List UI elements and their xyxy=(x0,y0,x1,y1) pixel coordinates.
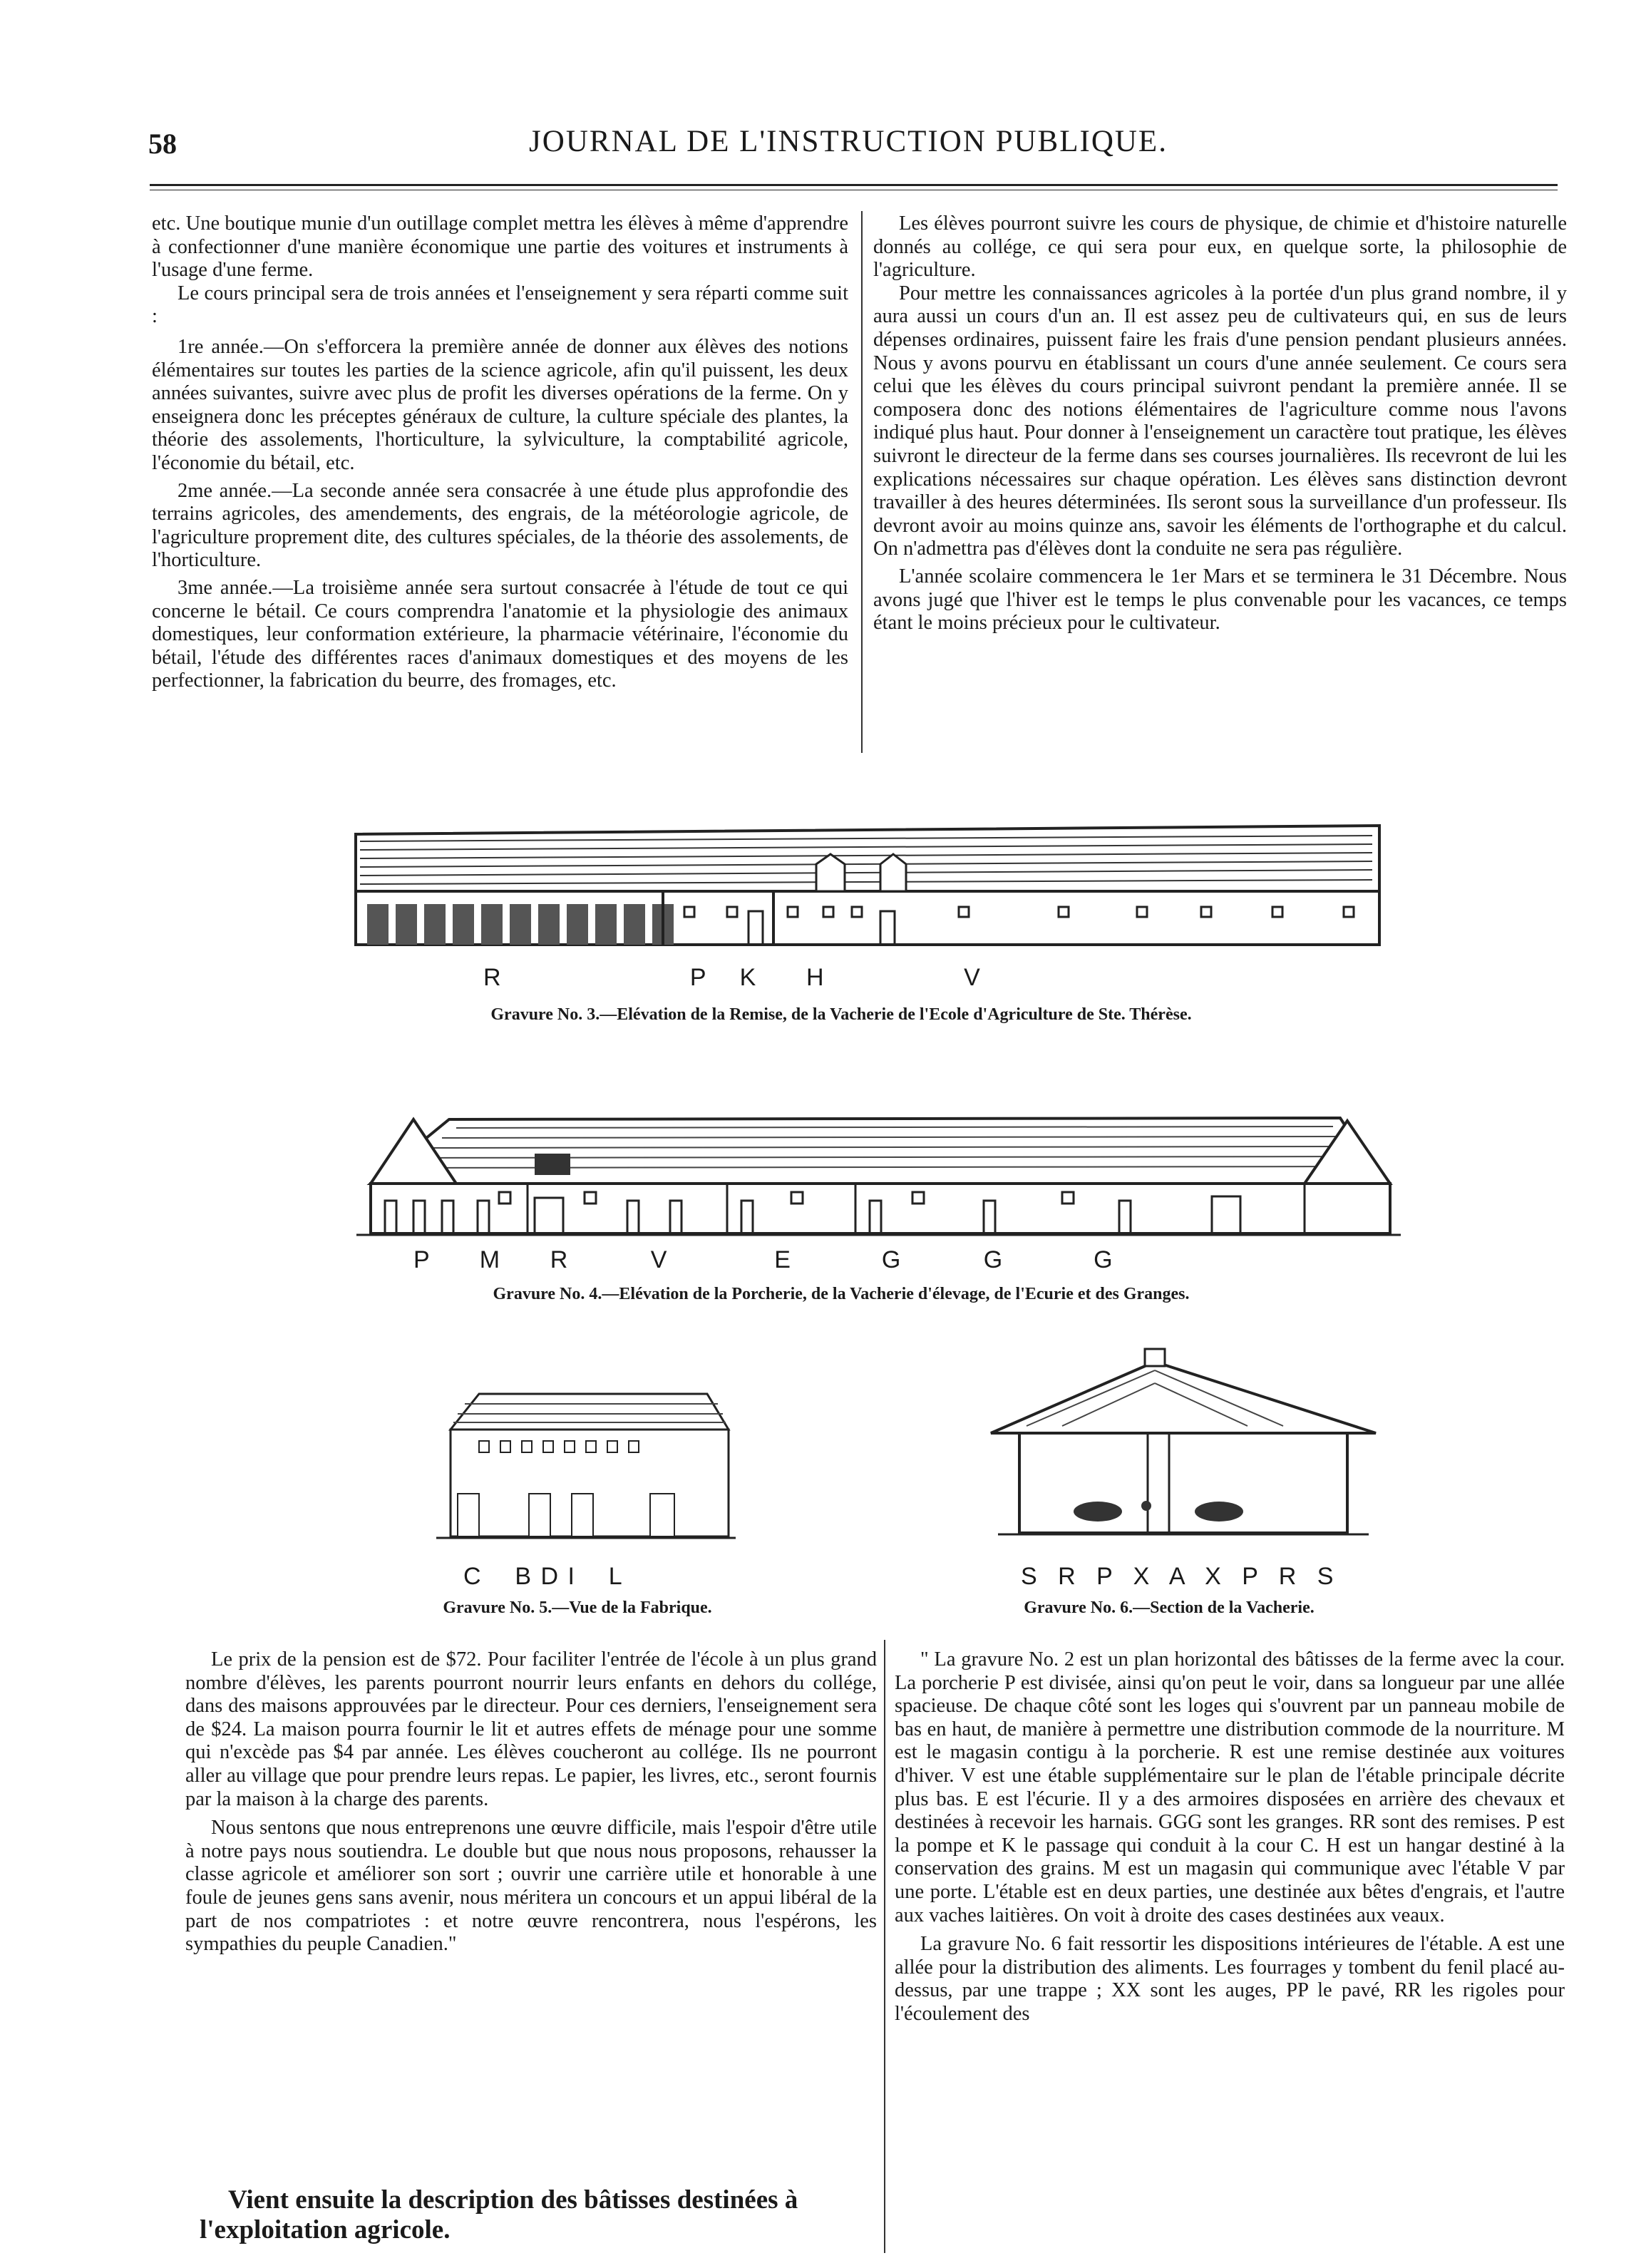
figure-6-caption: Gravure No. 6.—Section de la Vacherie. xyxy=(1024,1599,1315,1617)
figure-4-letters: P M R V E G G G xyxy=(413,1246,1114,1273)
paragraph: Le prix de la pension est de $72. Pour faciliter l'entrée de l'école à un plus grand nombre d'élèves, les parents pourront nourrir leurs enfants en dehors du collége, dans des maisons approuvées par le directeur. Pour ces derniers, l'enseignement sera de $24. La maison pourra fournir le lit et autres effets de ménage pour une somme qui n'excède pas $4 par année. Les élèves coucheront au collége. Ils ne pourront aller au village que pour prendre leurs repas. Le papier, les livres, etc., seront fournis par la maison à la charge des parents. xyxy=(185,1648,877,1810)
top-left-column xyxy=(152,212,848,693)
paragraph: Nous sentons que nous entreprenons une œuvre difficile, mais l'espoir d'être utile à notre pays nous soutiendra. Le double but que nous nous proposons, rehausser la classe agricole et améliorer son sort ; ouvrir une carrière utile et honorable à une foule de jeunes gens sans avenir, nous méritera un concours et un appui libéral de la part de nos compatriotes : et notre œuvre rencontrera, nous l'espérons, les sympathies du peuple Canadien." xyxy=(185,1817,877,1956)
bottom-left-column xyxy=(185,1648,877,1956)
figure-5-caption: Gravure No. 5.—Vue de la Fabrique. xyxy=(443,1599,712,1617)
page-number: 58 xyxy=(148,128,177,160)
section-lead-text: Vient ensuite la description des bâtisses destinées à l'exploitation agricole. xyxy=(200,2185,798,2244)
bottom-right-column xyxy=(895,1648,1565,2026)
figure-3-remise-vacherie xyxy=(353,820,1383,948)
figure-3-letters: R P K H V xyxy=(483,964,982,991)
figure-4-porcherie-granges xyxy=(356,1112,1401,1237)
figure-6-section-vacherie xyxy=(984,1348,1383,1536)
paragraph: Pour mettre les connaissances agricoles à la portée d'un plus grand nombre, il y aura aussi un cours d'un an. Il est assez peu de cultivateurs qui, en sus de leurs dépenses ordinaires, puissent faire les frais d'une pension pendant plusieurs années. Nous y avons pourvu en établissant un cours d'une année seulement. Ce cours sera celui que les élèves du cours principal suivront pendant la première année. Il se composera donc des notions élémentaires de l'agriculture comme nous l'avons indiqué plus haut. Pour donner à l'enseignement un caractère tout pratique, les élèves suivront le directeur de la ferme dans ses courses journalières. Ils recevront de lui les explications nécessaires sur chaque opération. Les élèves sans distinction devront travailler à des heures déterminées. Ils seront sous la surveillance d'un professeur. Ils devront avoir au moins quinze ans, savoir les éléments de l'orthographe et du calcul. On n'admettra pas d'élèves dont la conduite ne sera pas régulière. xyxy=(873,282,1567,560)
paragraph: " La gravure No. 2 est un plan horizontal des bâtisses de la ferme avec la cour. La porcherie P est divisée, ainsi qu'on peut le voir, dans sa longueur par une allée spacieuse. De chaque côté sont les loges qui s'ouvrent par un panneau mobile de bas en haut, de manière à permettre une distribution commode de la nourriture. M est le magasin contigu à la porcherie. R est une remise destinée aux voitures d'hiver. V est une étable supplémentaire sur le plan de l'étable principale décrite plus bas. E est l'écurie. Il y a des armoires disposées en arrière des chevaux et destinées à recevoir les harnais. GGG sont les granges. RR sont des remises. P est la pompe et K le passage qui conduit à la cour C. H est un hangar destiné à la conservation des grains. M est un magasin qui communique avec l'étable V par une porte. L'étable est en deux parties, une destinée aux bêtes d'engrais, et l'autre aux vaches laitières. On voit à droite des cases destinées aux veaux. xyxy=(895,1648,1565,1926)
paragraph: Les élèves pourront suivre les cours de physique, de chimie et d'histoire naturelle donnés au collége, ce qui sera pour eux, en quelque sorte, la philosophie de l'agriculture. xyxy=(873,212,1567,282)
figure-6-letters: S R P X A X P R S xyxy=(1021,1563,1341,1590)
section-lead xyxy=(200,2185,855,2245)
running-head: JOURNAL DE L'INSTRUCTION PUBLIQUE. xyxy=(529,125,1168,158)
paragraph: 3me année.—La troisième année sera surtout consacrée à l'étude de tout ce qui concerne le bétail. Ce cours comprendra l'anatomie et la physiologie des animaux domestiques, leur conformation extérieure, la pharmacie vétérinaire, l'économie du bétail, l'étude des différentes races d'animaux domestiques et des moyens de les perfectionner, la fabrication du beurre, des fromages, etc. xyxy=(152,576,848,692)
paragraph: etc. Une boutique munie d'un outillage complet mettra les élèves à même d'apprendre à confectionner d'une manière économique une partie des voitures et instruments à l'usage d'une ferme. xyxy=(152,212,848,282)
column-divider xyxy=(861,211,863,753)
header-rule xyxy=(150,184,1558,186)
figure-4-caption: Gravure No. 4.—Elévation de la Porcherie, de la Vacherie d'élevage, de l'Ecurie et des Granges. xyxy=(493,1285,1190,1303)
paragraph: 1re année.—On s'efforcera la première année de donner aux élèves des notions élémentaires sur toutes les parties de la science agricole, afin qu'il puissent, les deux années suivantes, suivre avec plus de profit les diverses opérations de la ferme. On y enseignera donc les préceptes généraux de culture, la culture spéciale des plantes, la théorie des assolements, l'horticulture, la sylviculture, la comptabilité agricole, l'économie du bétail, etc. xyxy=(152,335,848,474)
column-divider xyxy=(884,1640,885,2253)
figure-3-caption: Gravure No. 3.—Elévation de la Remise, de la Vacherie de l'Ecole d'Agriculture de Ste. Thérèse. xyxy=(490,1005,1192,1024)
paragraph: 2me année.—La seconde année sera consacrée à une étude plus approfondie des terrains agricoles, des amendements, des engrais, de la météorologie agricole, de l'agriculture proprement dite, des cultures spéciales, de la théorie des assolements, de l'horticulture. xyxy=(152,479,848,572)
paragraph: Le cours principal sera de trois années et l'enseignement y sera réparti comme suit : xyxy=(152,282,848,328)
top-right-column xyxy=(873,212,1567,635)
paragraph: La gravure No. 6 fait ressortir les dispositions intérieures de l'étable. A est une allée pour la distribution des aliments. Les fourrages y tombent du fenil placé au-dessus, par une trappe ; XX sont les auges, PP le pavé, RR les rigoles pour l'écoulement des xyxy=(895,1933,1565,2025)
figure-5-fabrique xyxy=(436,1387,736,1540)
figure-5-letters: C B D I L xyxy=(463,1563,624,1590)
paragraph: L'année scolaire commencera le 1er Mars et se terminera le 31 Décembre. Nous avons jugé que l'hiver est le temps le plus convenable pour les vacances, ce temps étant le moins précieux pour le cultivateur. xyxy=(873,565,1567,635)
